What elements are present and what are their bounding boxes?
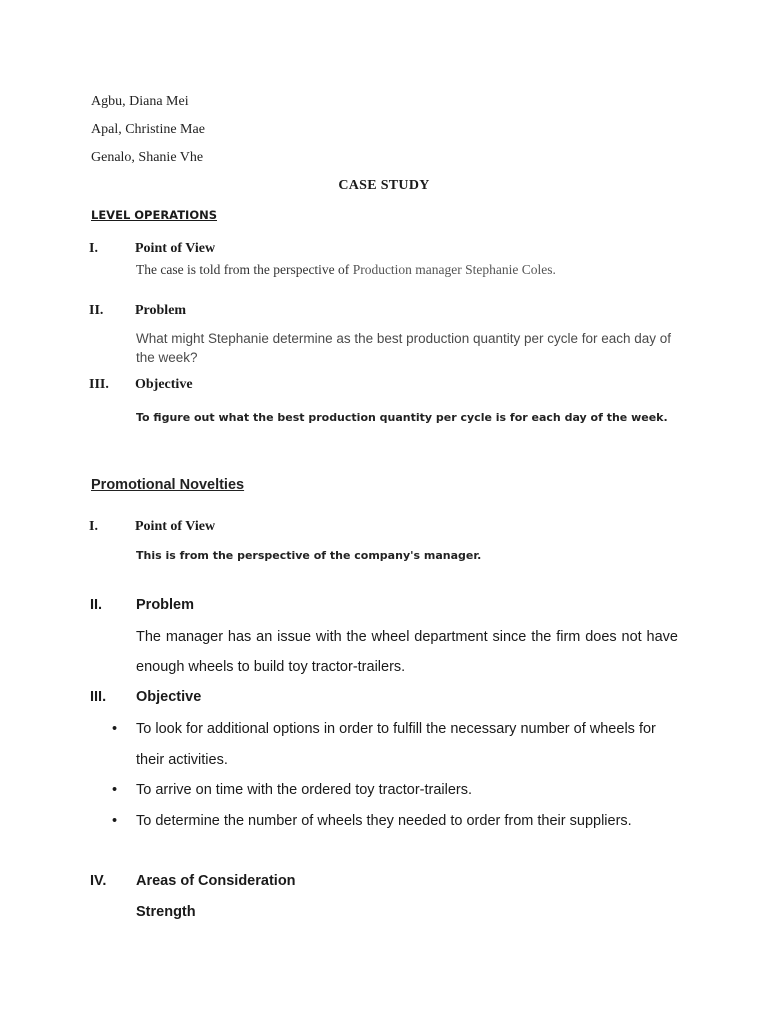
section-numeral: IV. — [90, 873, 107, 889]
section-heading: Promotional Novelties — [91, 477, 245, 493]
item-heading: Point of View — [135, 241, 216, 256]
item-text: To figure out what the best production quantity per cycle is for each day of the week. — [136, 411, 668, 424]
author-name: Genalo, Shanie Vhe — [91, 150, 204, 165]
item-heading: Problem — [136, 597, 195, 613]
list-item: • To arrive on time with the ordered toy tractor-trailers. — [112, 775, 678, 806]
item-heading: Areas of Consideration — [136, 873, 296, 889]
section-numeral: III. — [90, 689, 107, 705]
item-heading: Objective — [135, 377, 193, 392]
section-numeral: III. — [89, 377, 109, 392]
item-text-part: Production manager Stephanie Coles. — [352, 262, 556, 277]
list-item: • To look for additional options in order to fulfill the necessary number of wheels for their activities. — [112, 714, 678, 775]
item-paragraph: The manager has an issue with the wheel department since the firm does not have enough wheels to build toy tractor-trailers. — [136, 629, 678, 675]
item-text: What might Stephanie determine as the best production quantity per cycle for each day of the week? — [136, 331, 672, 365]
author-name: Apal, Christine Mae — [91, 122, 205, 137]
item-text-part: The case is told from the perspective of — [136, 262, 353, 277]
item-heading: Problem — [135, 303, 187, 318]
item-heading: Objective — [136, 689, 202, 705]
author-name: Agbu, Diana Mei — [91, 94, 189, 109]
section-numeral: I. — [89, 519, 98, 534]
section-heading: LEVEL OPERATIONS — [91, 208, 218, 222]
section-numeral: I. — [89, 241, 98, 256]
item-heading: Point of View — [135, 519, 216, 534]
item-text — [136, 262, 556, 278]
document-title: CASE STUDY — [338, 178, 430, 193]
objective-list — [112, 714, 678, 836]
item-text: This is from the perspective of the company's manager. — [136, 549, 482, 562]
section-numeral: II. — [90, 597, 103, 613]
item-subheading: Strength — [136, 904, 196, 920]
section-numeral: II. — [89, 303, 104, 318]
list-item: • To determine the number of wheels they needed to order from their suppliers. — [112, 806, 678, 837]
